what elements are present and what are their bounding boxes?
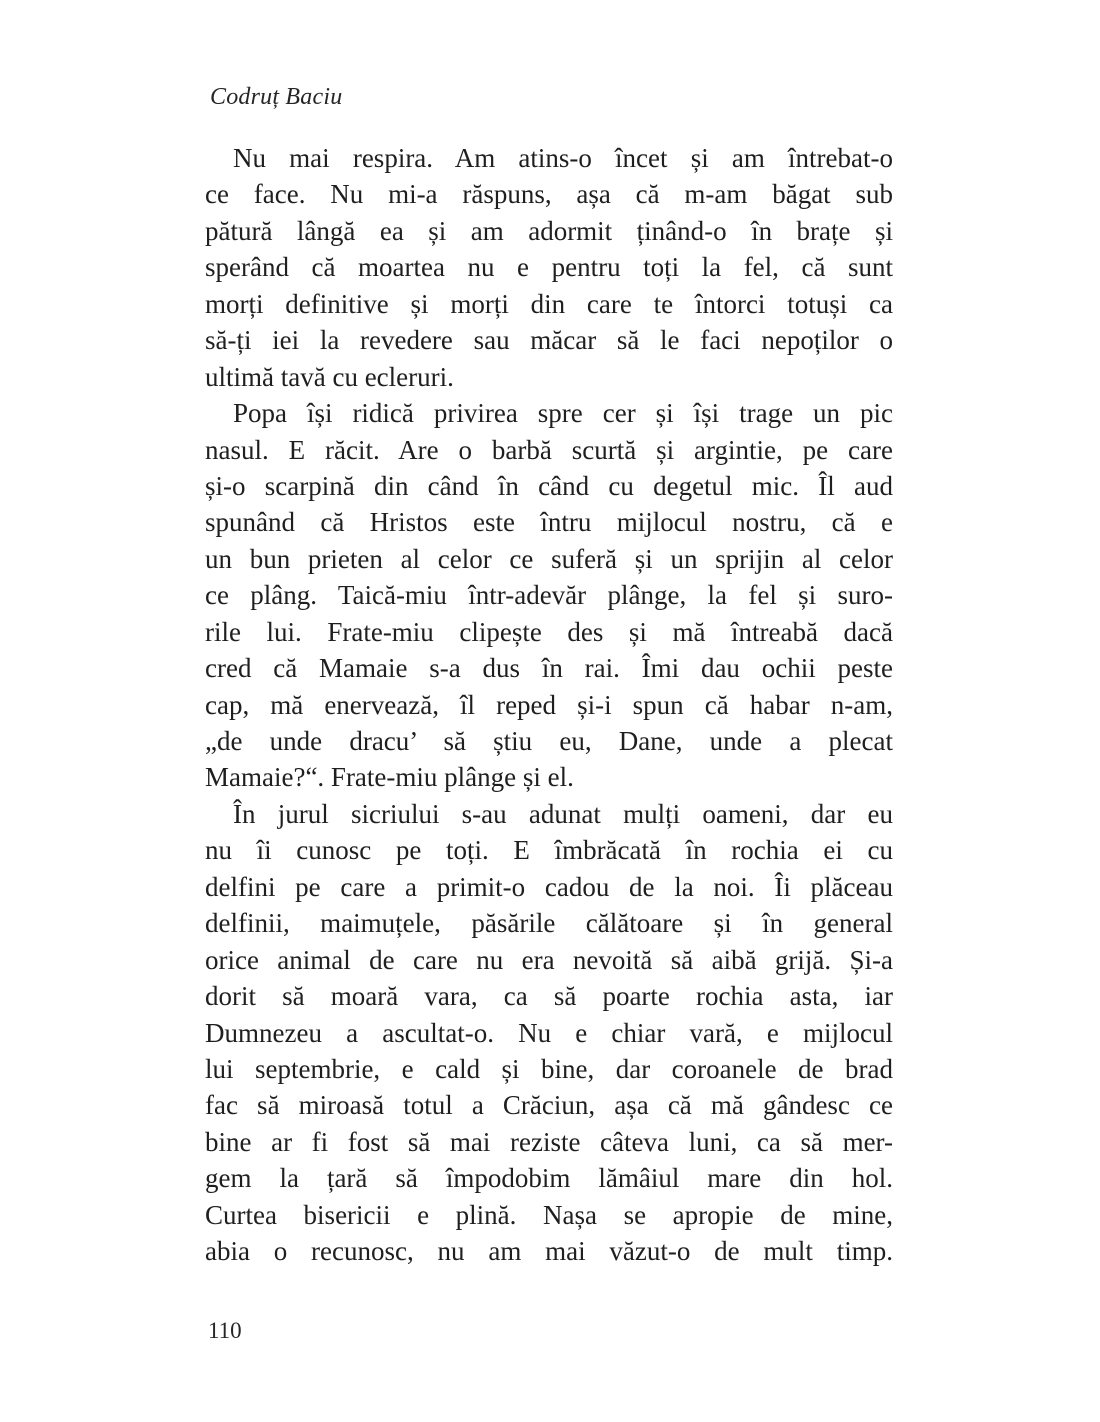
text-line: Dumnezeu a ascultat-o. Nu e chiar vară, e mijlocul xyxy=(205,1017,893,1048)
text-line: Popa își ridică privirea spre cer și își trage un pic xyxy=(233,398,893,429)
text-line: Curtea bisericii e plină. Nașa se apropie de mine, xyxy=(205,1199,893,1230)
text-line: nu îi cunosc pe toți. E îmbrăcată în rochia ei cu xyxy=(205,835,893,866)
text-line: fac să miroasă totul a Crăciun, așa că mă gândesc ce xyxy=(205,1090,893,1121)
paragraph xyxy=(205,796,893,1270)
running-header: Codruț Baciu xyxy=(210,84,343,110)
text-line: sperând că moartea nu e pentru toți la fel, că sunt xyxy=(205,252,893,283)
text-line: cap, mă enervează, îl reped și-i spun că habar n-am, xyxy=(205,689,893,720)
text-line: orice animal de care nu era nevoită să aibă grijă. Și-a xyxy=(205,944,893,975)
text-line: gem la țară să împodobim lămâiul mare din hol. xyxy=(205,1163,893,1194)
text-line: bine ar fi fost să mai reziste câteva luni, ca să mer- xyxy=(205,1126,893,1157)
paragraph xyxy=(205,140,893,395)
text-line: morți definitive și morți din care te întorci totuși ca xyxy=(205,288,893,319)
text-line: dorit să moară vara, ca să poarte rochia asta, iar xyxy=(205,981,893,1012)
text-line: să-ți iei la revedere sau măcar să le faci nepoților o xyxy=(205,325,893,356)
text-line: Mamaie?“. Frate-miu plânge și el. xyxy=(205,762,574,793)
text-line: delfini pe care a primit-o cadou de la noi. Îi plăceau xyxy=(205,871,893,902)
text-line: ce plâng. Taică-miu într-adevăr plânge, la fel și suro- xyxy=(205,580,893,611)
paragraph xyxy=(205,395,893,796)
body-text xyxy=(205,140,893,1270)
text-line: lui septembrie, e cald și bine, dar coroanele de brad xyxy=(205,1053,893,1084)
text-line: ultimă tavă cu ecleruri. xyxy=(205,361,454,392)
text-line: un bun prieten al celor ce suferă și un sprijin al celor xyxy=(205,543,893,574)
text-line: rile lui. Frate-miu clipește des și mă întreabă dacă xyxy=(205,616,893,647)
text-line: pătură lângă ea și am adormit ținând-o în brațe și xyxy=(205,215,893,246)
text-line: și-o scarpină din când în când cu degetul mic. Îl aud xyxy=(205,470,893,501)
text-line: abia o recunosc, nu am mai văzut-o de mult timp. xyxy=(205,1236,893,1267)
text-line: nasul. E răcit. Are o barbă scurtă și argintie, pe care xyxy=(205,434,893,465)
text-line: spunând că Hristos este întru mijlocul nostru, că e xyxy=(205,507,893,538)
text-line: cred că Mamaie s-a dus în rai. Îmi dau ochii peste xyxy=(205,653,893,684)
text-line: „de unde dracu’ să știu eu, Dane, unde a plecat xyxy=(205,726,893,756)
text-line: În jurul sicriului s-au adunat mulți oameni, dar eu xyxy=(233,798,893,829)
text-line: delfinii, maimuțele, păsările călătoare și în general xyxy=(205,908,893,939)
page-number: 110 xyxy=(208,1318,242,1343)
text-line: ce face. Nu mi-a răspuns, așa că m-am băgat sub xyxy=(205,179,893,210)
text-line: Nu mai respira. Am atins-o încet și am întrebat-o xyxy=(233,143,893,173)
